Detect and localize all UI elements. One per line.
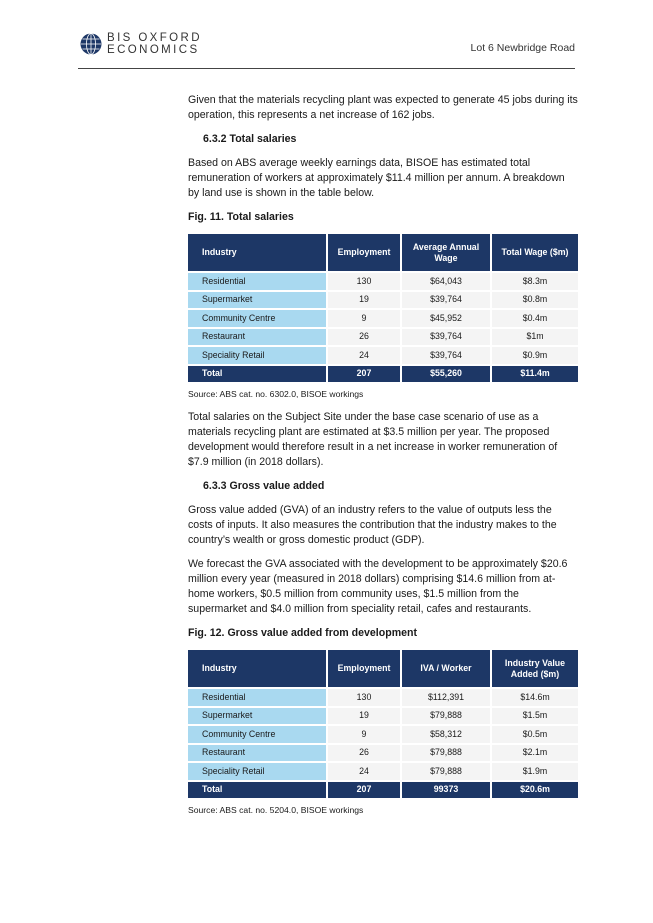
cell-total-wage: $1m — [492, 327, 578, 346]
cell-total-wage: $0.8m — [492, 290, 578, 309]
logo-line-2: ECONOMICS — [107, 44, 200, 56]
cell-industry: Supermarket — [188, 290, 328, 309]
cell-industry: Restaurant — [188, 743, 328, 762]
cell-avg-wage: $39,764 — [402, 345, 492, 364]
cell-employment: 130 — [328, 271, 402, 290]
paragraph-base-case: Total salaries on the Subject Site under the base case scenario of use as a materials recycling plant are estimated at $3.5 million per year. The proposed development would therefore result in a net increase in worker remuneration of $7.9 million (in 2018 dollars). — [188, 411, 558, 468]
col-header-industry: Industry — [188, 650, 328, 687]
cell-avg-wage: $39,764 — [402, 290, 492, 309]
table-header-row — [188, 234, 578, 271]
cell-iva-worker: $112,391 — [402, 687, 492, 706]
col-header-total-wage: Total Wage ($m) — [492, 234, 578, 271]
cell-iva-worker: $79,888 — [402, 706, 492, 725]
cell-total-wage-sum: $11.4m — [492, 364, 578, 383]
fig12-source: Source: ABS cat. no. 5204.0, BISOE workings — [188, 805, 364, 815]
cell-total-employment: 207 — [328, 780, 402, 799]
cell-employment: 26 — [328, 743, 402, 762]
cell-iva-worker: $79,888 — [402, 743, 492, 762]
cell-employment: 24 — [328, 761, 402, 780]
cell-avg-wage: $64,043 — [402, 271, 492, 290]
paragraph-gva-definition: Gross value added (GVA) of an industry refers to the value of outputs less the costs of inputs. It also measures the contribution that the industry makes to the country’s wealth or gross domestic product (GDP). — [188, 504, 557, 546]
table-header-row — [188, 650, 578, 687]
cell-industry-value: $1.5m — [492, 706, 578, 725]
table-row — [188, 743, 578, 762]
cell-industry: Residential — [188, 271, 328, 290]
header-divider — [78, 68, 575, 69]
paragraph-salaries: Based on ABS average weekly earnings data, BISOE has estimated total remuneration of workers at approximately $11.4 million per annum. A breakdown by land use is shown in the table below. — [188, 157, 565, 199]
page-header — [0, 0, 653, 72]
fig11-title: Fig. 11. Total salaries — [188, 211, 294, 223]
table-row — [188, 687, 578, 706]
cell-iva-worker: $58,312 — [402, 724, 492, 743]
cell-total-label: Total — [188, 780, 328, 799]
cell-industry-value: $1.9m — [492, 761, 578, 780]
cell-employment: 9 — [328, 724, 402, 743]
cell-total-wage: $0.4m — [492, 308, 578, 327]
cell-employment: 9 — [328, 308, 402, 327]
col-header-employment: Employment — [328, 650, 402, 687]
heading-gross-value-added: 6.3.3 Gross value added — [203, 480, 325, 492]
col-header-iva-worker: IVA / Worker — [402, 650, 492, 687]
document-location: Lot 6 Newbridge Road — [470, 42, 575, 54]
cell-total-wage: $8.3m — [492, 271, 578, 290]
cell-industry: Supermarket — [188, 706, 328, 725]
logo-line-1: BIS OXFORD — [107, 32, 202, 44]
col-header-industry-value: Industry Value Added ($m) — [492, 650, 578, 687]
cell-iva-worker: $79,888 — [402, 761, 492, 780]
cell-industry-value: $0.5m — [492, 724, 578, 743]
fig11-source: Source: ABS cat. no. 6302.0, BISOE workings — [188, 389, 364, 399]
cell-industry: Speciality Retail — [188, 761, 328, 780]
cell-total-wage: $0.9m — [492, 345, 578, 364]
globe-icon — [80, 33, 102, 55]
cell-industry: Community Centre — [188, 308, 328, 327]
cell-total-avg-wage: $55,260 — [402, 364, 492, 383]
cell-total-iva-worker: 99373 — [402, 780, 492, 799]
cell-avg-wage: $45,952 — [402, 308, 492, 327]
paragraph-jobs: Given that the materials recycling plant was expected to generate 45 jobs during its operation, this represents a net increase of 162 jobs. — [188, 94, 578, 121]
fig12-title: Fig. 12. Gross value added from development — [188, 627, 418, 639]
table-total-row — [188, 780, 578, 799]
cell-employment: 24 — [328, 345, 402, 364]
table-row — [188, 761, 578, 780]
cell-employment: 130 — [328, 687, 402, 706]
table-row — [188, 345, 578, 364]
cell-employment: 19 — [328, 706, 402, 725]
salaries-table — [188, 234, 578, 382]
cell-employment: 19 — [328, 290, 402, 309]
table-row — [188, 706, 578, 725]
page-body — [188, 93, 578, 826]
cell-employment: 26 — [328, 327, 402, 346]
cell-industry-value: $14.6m — [492, 687, 578, 706]
table-row — [188, 271, 578, 290]
table-total-row — [188, 364, 578, 383]
cell-industry: Restaurant — [188, 327, 328, 346]
cell-industry: Residential — [188, 687, 328, 706]
cell-industry-value: $2.1m — [492, 743, 578, 762]
table-row — [188, 308, 578, 327]
paragraph-gva-forecast: We forecast the GVA associated with the development to be approximately $20.6 million every year (measured in 2018 dollars) comprising $14.6 million from at-home workers, $0.5 million from community uses, $1.5 million from the supermarket and $4.0 million from speciality retail, cafes and restaurants. — [188, 558, 568, 615]
table-row — [188, 724, 578, 743]
cell-total-label: Total — [188, 364, 328, 383]
table-row — [188, 290, 578, 309]
cell-total-employment: 207 — [328, 364, 402, 383]
heading-total-salaries: 6.3.2 Total salaries — [203, 133, 297, 145]
col-header-industry: Industry — [188, 234, 328, 271]
cell-industry: Speciality Retail — [188, 345, 328, 364]
cell-industry: Community Centre — [188, 724, 328, 743]
col-header-avg-wage: Average Annual Wage — [402, 234, 492, 271]
gva-table — [188, 650, 578, 798]
cell-avg-wage: $39,764 — [402, 327, 492, 346]
cell-total-industry-value: $20.6m — [492, 780, 578, 799]
table-row — [188, 327, 578, 346]
col-header-employment: Employment — [328, 234, 402, 271]
